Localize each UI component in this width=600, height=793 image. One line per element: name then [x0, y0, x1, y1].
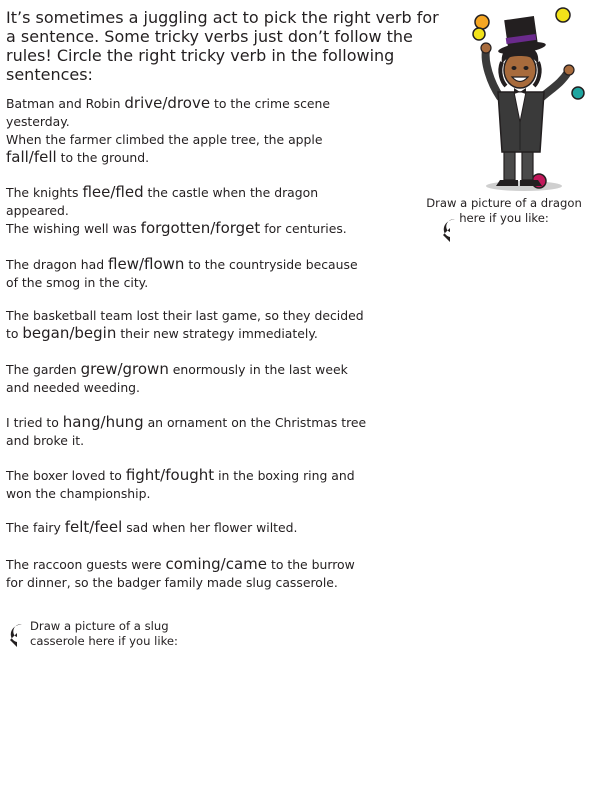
verb-choice[interactable]: drive/drove [124, 94, 211, 112]
verb-choice[interactable]: fight/fought [125, 466, 215, 484]
verb-choice[interactable]: forgotten/forget [140, 219, 261, 237]
sentence-6: The basketball team lost their last game, so they decided to began/begin their new strategy immediately. [6, 308, 364, 342]
curved-arrow-icon [8, 622, 26, 648]
juggling-ball-icon [556, 8, 570, 22]
juggling-ball-icon [572, 87, 584, 99]
juggling-ball-icon [475, 15, 489, 29]
dragon-drawing-prompt: Draw a picture of a dragon here if you like: [426, 196, 582, 225]
juggling-ball-icon [473, 28, 485, 40]
sentence-4: The wishing well was forgotten/forget for centuries. [6, 219, 347, 237]
curved-arrow-icon [441, 217, 459, 243]
sentence-8: I tried to hang/hung an ornament on the Christmas tree and broke it. [6, 413, 367, 448]
verb-choice[interactable]: hang/hung [62, 413, 144, 431]
slug-casserole-drawing-prompt: Draw a picture of a slug casserole here if you like: [30, 619, 178, 648]
sentence-9: The boxer loved to fight/fought in the boxing ring and won the championship. [6, 466, 355, 501]
verb-choice[interactable]: flee/fled [82, 183, 144, 201]
sentence-1: Batman and Robin drive/drove to the crime scene yesterday. [6, 94, 330, 129]
sentence-7: The garden grew/grown enormously in the last week and needed weeding. [6, 360, 348, 395]
juggler-illustration [462, 2, 592, 194]
verb-choice[interactable]: flew/flown [108, 255, 185, 273]
verb-choice[interactable]: grew/grown [80, 360, 169, 378]
sentence-5: The dragon had flew/flown to the countryside because of the smog in the city. [6, 255, 358, 290]
verb-choice[interactable]: fall/fell [6, 147, 57, 166]
verb-choice[interactable]: felt/feel [64, 518, 123, 536]
instructions: It’s sometimes a juggling act to pick the right verb for a sentence. Some tricky verbs just don’t follow the rules! Circle the right tricky verb in the following sentences: [6, 8, 439, 84]
verb-choice[interactable]: coming/came [165, 555, 268, 573]
sentence-11: The raccoon guests were coming/came to the burrow for dinner, so the badger family made slug casserole. [6, 555, 355, 590]
sentence-10: The fairy felt/feel sad when her flower wilted. [6, 518, 298, 536]
sentence-3: The knights flee/fled the castle when the dragon appeared. [6, 183, 319, 218]
verb-choice[interactable]: began/begin [22, 323, 117, 342]
sentence-2: When the farmer climbed the apple tree, the apple fall/fell to the ground. [6, 132, 323, 166]
